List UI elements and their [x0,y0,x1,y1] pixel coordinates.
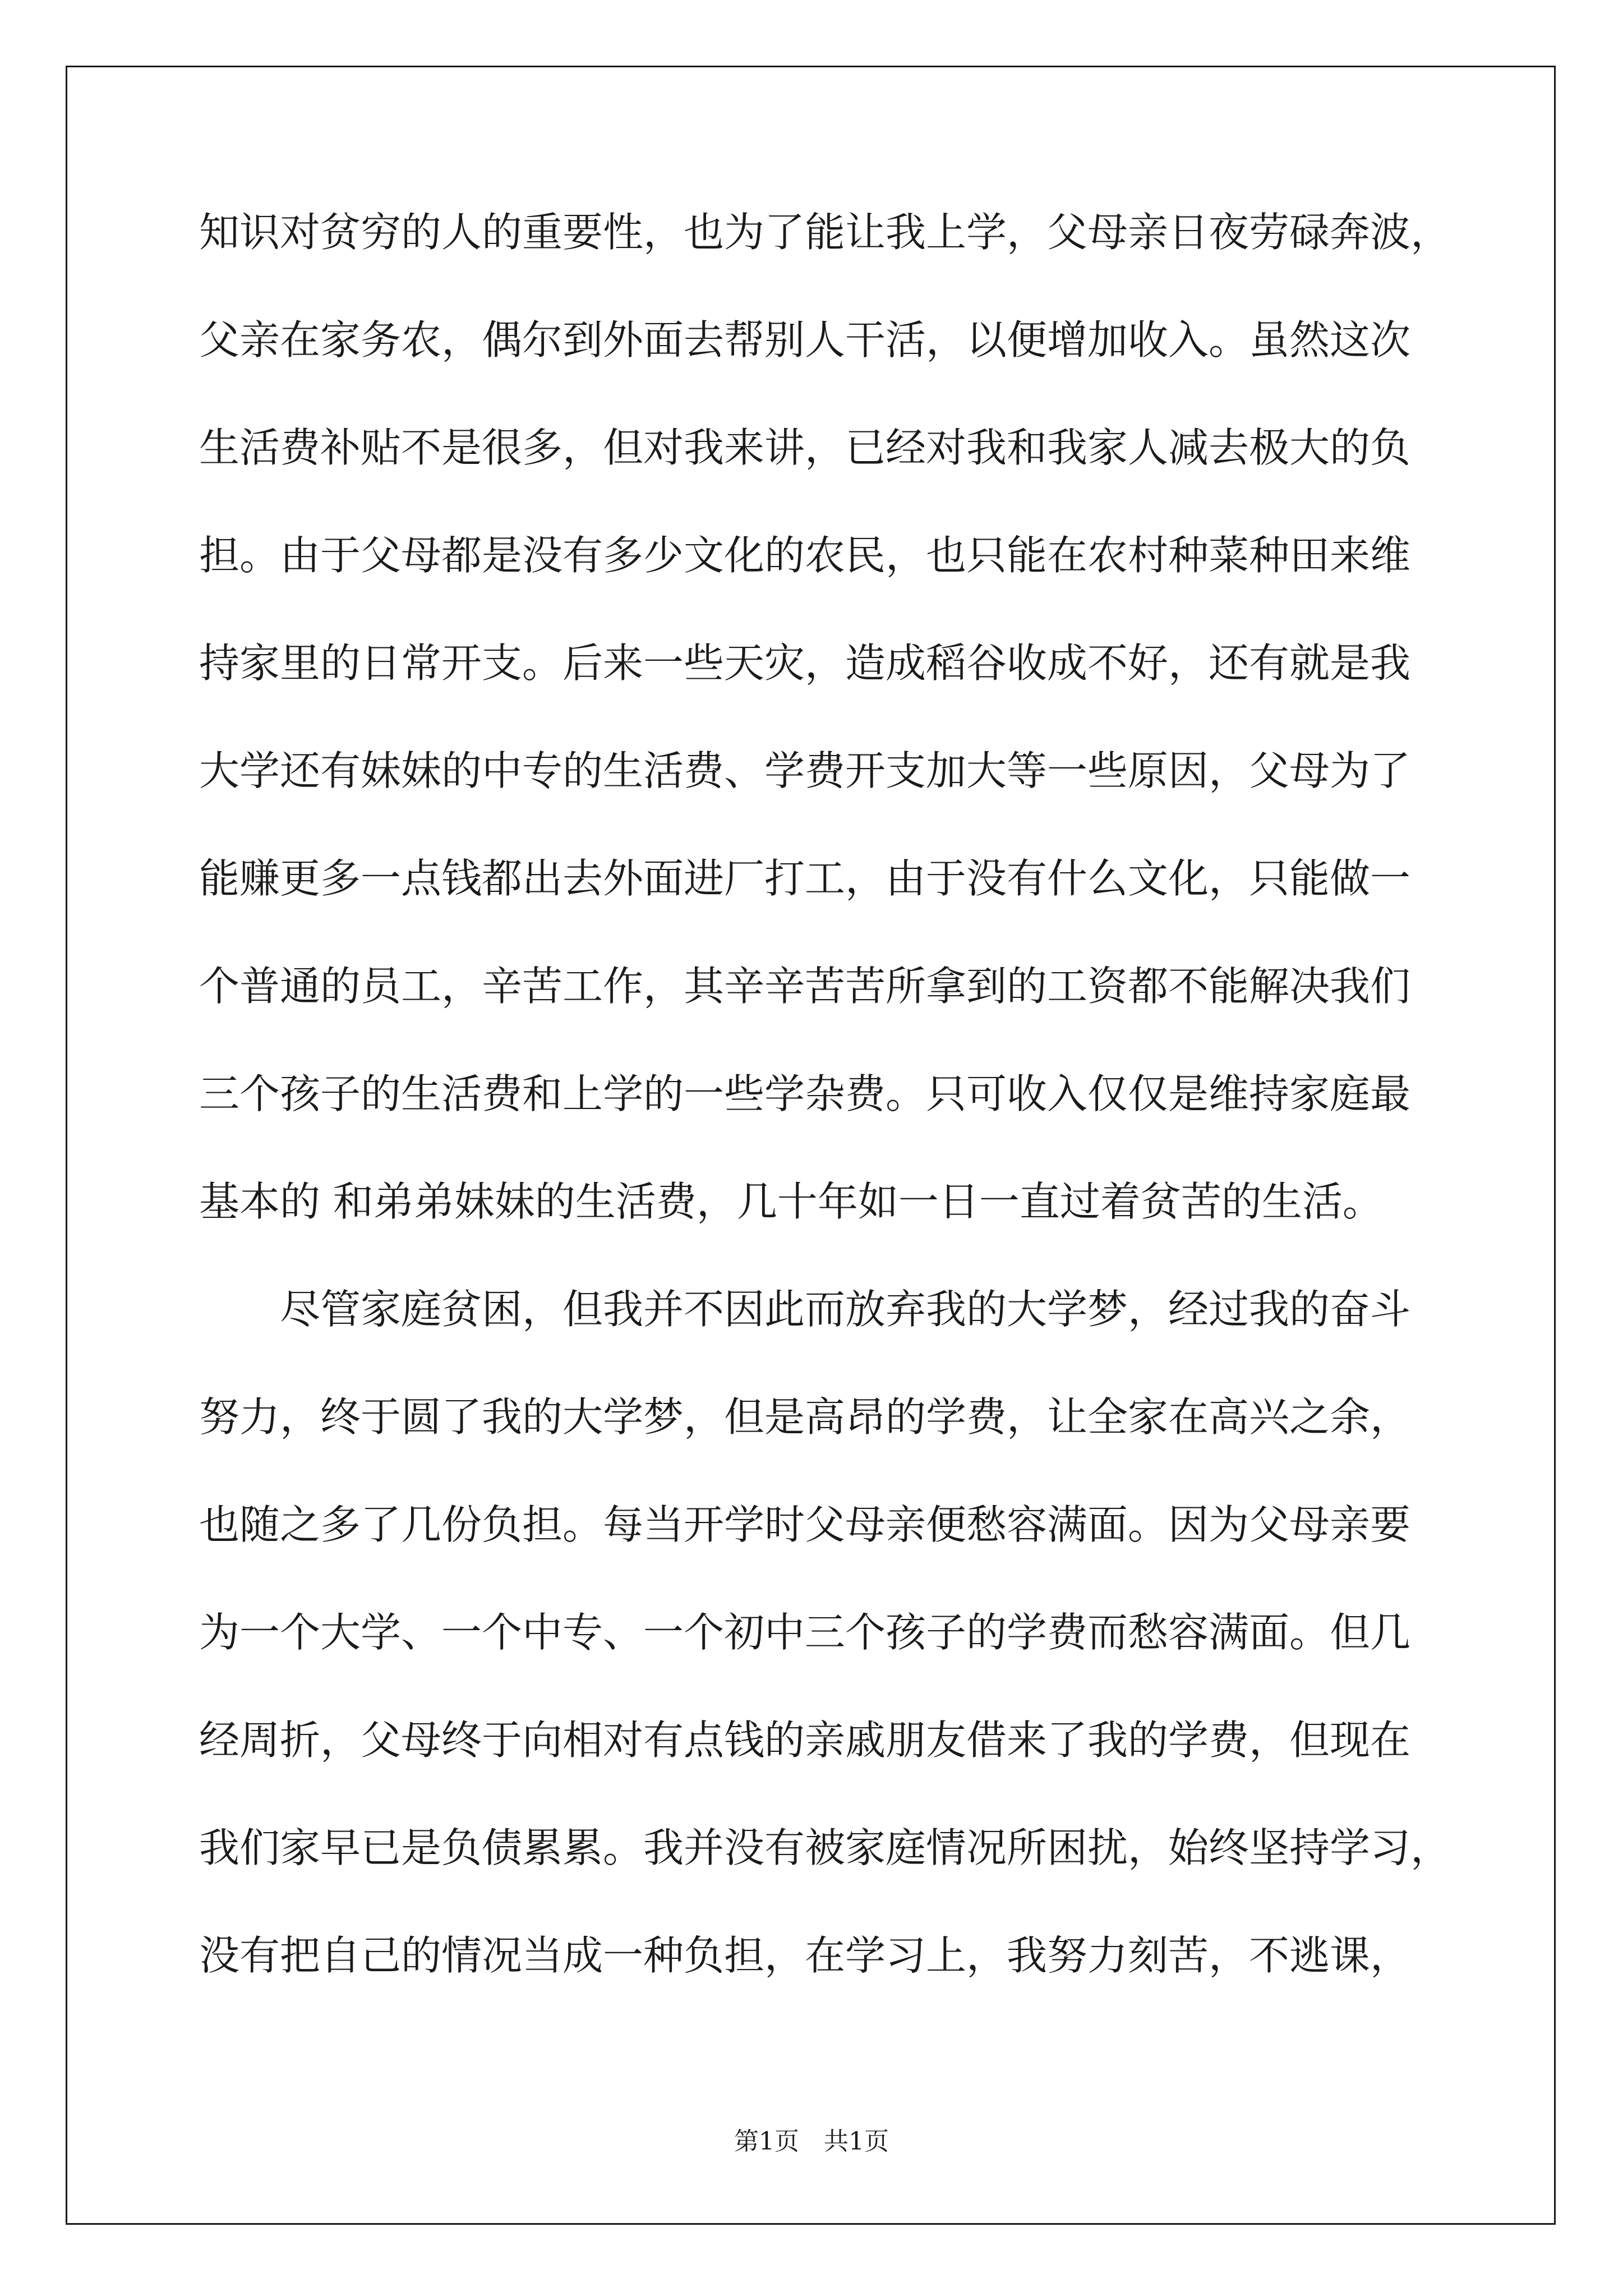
text-line: 没有把自己的情况当成一种负担，在学习上，我努力刻苦，不逃课， [199,1935,1411,1979]
document-body [199,212,1455,2043]
text-line: 也随之多了几份负担。每当开学时父母亲便愁容满面。因为父母亲要 [199,1504,1411,1548]
text-line: 为一个大学、一个中专、一个初中三个孩子的学费而愁容满面。但几 [199,1612,1411,1656]
text-line: 父亲在家务农，偶尔到外面去帮别人干活，以便增加收入。虽然这次 [199,320,1411,364]
page-footer: 第1页 共1页 [734,2127,889,2156]
text-line: 我们家早已是负债累累。我并没有被家庭情况所困扰，始终坚持学习， [199,1828,1451,1871]
text-line: 个普通的员工，辛苦工作，其辛辛苦苦所拿到的工资都不能解决我们 [199,966,1411,1010]
text-line: 三个孩子的生活费和上学的一些学杂费。只可收入仅仅是维持家庭最 [199,1074,1411,1117]
text-line: 大学还有妹妹的中专的生活费、学费开支加大等一些原因，父母为了 [199,751,1411,794]
text-line: 担。由于父母都是没有多少文化的农民，也只能在农村种菜种田来维 [199,535,1411,579]
text-line: 生活费补贴不是很多，但对我来讲，已经对我和我家人减去极大的负 [199,427,1411,471]
text-line: 基本的 和弟弟妹妹的生活费，几十年如一日一直过着贫苦的生活。 [199,1181,1383,1225]
text-line: 知识对贫穷的人的重要性，也为了能让我上学，父母亲日夜劳碌奔波， [199,212,1451,256]
text-line: 尽管家庭贫困，但我并不因此而放弃我的大学梦，经过我的奋斗 [199,1289,1411,1333]
text-line: 努力，终于圆了我的大学梦，但是高昂的学费，让全家在高兴之余， [199,1397,1411,1441]
text-line: 经周折，父母终于向相对有点钱的亲戚朋友借来了我的学费，但现在 [199,1720,1411,1764]
text-line: 能赚更多一点钱都出去外面进厂打工，由于没有什么文化，只能做一 [199,858,1411,902]
text-line: 持家里的日常开支。后来一些天灾，造成稻谷收成不好，还有就是我 [199,643,1411,687]
